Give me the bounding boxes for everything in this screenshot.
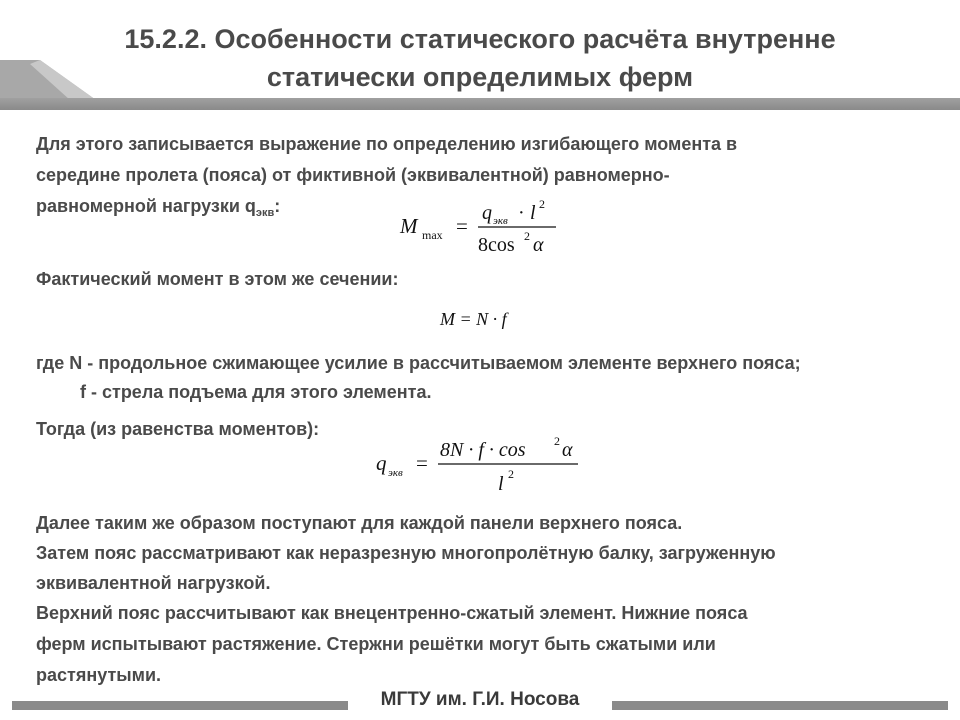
svg-text:8N · f · cos: 8N · f · cos bbox=[440, 439, 526, 461]
svg-text:2: 2 bbox=[524, 229, 530, 243]
actual-moment-text: Фактический момент в этом же сечении: bbox=[36, 269, 399, 289]
formula-m-equals-nf: M = N · f bbox=[440, 309, 507, 329]
intro-line-3: равномерной нагрузки $q_{экв}$: bbox=[36, 196, 281, 219]
further-line-6: растянутыми. bbox=[36, 665, 162, 685]
slide-title-line-1: 15.2.2. Особенности статического расчёта внутренне bbox=[124, 24, 836, 54]
footer-institution: МГТУ им. Г.И. Носова bbox=[380, 689, 580, 710]
intro-line-1: Для этого записывается выражение по определению изгибающего момента в bbox=[36, 134, 738, 154]
slide-title-line-2: статически определимых ферм bbox=[266, 62, 694, 92]
then-text: Тогда (из равенства моментов): bbox=[36, 419, 320, 439]
intro-line-2: середине пролета (пояса) от фиктивной (эквивалентной) равномерно- bbox=[36, 165, 670, 185]
svg-text:q: q bbox=[376, 451, 387, 475]
further-line-5: ферм испытывают растяжение. Стержни решётки могут быть сжатыми или bbox=[36, 634, 716, 654]
svg-text:2: 2 bbox=[508, 467, 514, 481]
svg-text:max: max bbox=[422, 228, 443, 242]
svg-text:8cos: 8cos bbox=[478, 234, 515, 256]
header-decoration-wedge bbox=[0, 60, 96, 100]
further-line-4: Верхний пояс рассчитывают как внецентренно-сжатый элемент. Нижние пояса bbox=[36, 603, 748, 623]
svg-text:M: M bbox=[400, 214, 418, 238]
svg-text:l: l bbox=[498, 473, 504, 495]
formula-qekv bbox=[372, 430, 592, 500]
svg-text:2: 2 bbox=[554, 434, 560, 448]
svg-text:·: · bbox=[518, 202, 525, 224]
svg-text:экв: экв bbox=[493, 215, 508, 227]
svg-text:=: = bbox=[456, 214, 468, 238]
header-divider-bar bbox=[0, 98, 960, 110]
svg-text:α: α bbox=[533, 234, 544, 256]
where-f-text: f - стрела подъема для этого элемента. bbox=[80, 382, 432, 402]
formula-mmax bbox=[394, 195, 564, 265]
further-line-1: Далее таким же образом поступают для каждой панели верхнего пояса. bbox=[36, 513, 683, 533]
svg-text:=: = bbox=[416, 451, 428, 475]
svg-text:q: q bbox=[482, 202, 492, 224]
where-n-text: где N - продольное сжимающее усилие в рассчитываемом элементе верхнего пояса; bbox=[36, 353, 801, 373]
svg-text:l: l bbox=[530, 202, 536, 224]
further-line-2: Затем пояс рассматривают как неразрезную многопролётную балку, загруженную bbox=[36, 543, 776, 563]
svg-text:α: α bbox=[562, 439, 573, 461]
svg-text:экв: экв bbox=[388, 467, 403, 479]
svg-text:2: 2 bbox=[539, 197, 545, 211]
further-line-3: эквивалентной нагрузкой. bbox=[36, 573, 271, 593]
